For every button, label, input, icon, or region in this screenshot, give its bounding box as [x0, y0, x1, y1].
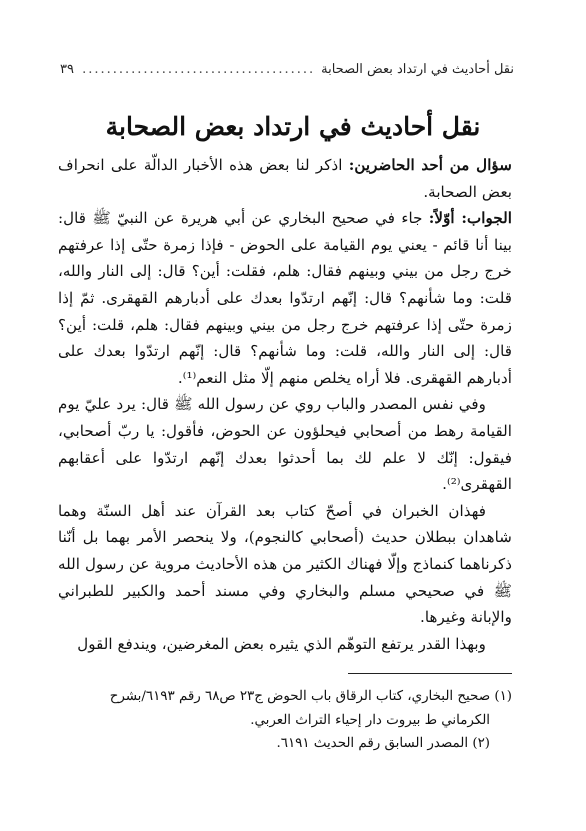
answer-text: جاء في صحيح البخاري عن أبي هريرة عن النبيّ ﷺ قال: بينا أنا قائم - يعني يوم القيامة على الحوض - فإذا زمرة حتّى إذا عرفتهم خرج رجل من بيني وبينهم فقال: هلم، فقلت: أين؟ قال: إلى النار والله، قلت: وما شأنهم؟ قال: إنّهم ارتدّوا بعدك على أدبارهم القهقرى. ثمّ إذا زمرة حتّى إذا عرفتهم خرج رجل من بيني وبينهم فقال: هلم، قلت: أين؟ قال: إلى النار والله، قلت: وما شأنهم؟ قال: إنّهم ارتدّوا بعدك على أدبارهم القهقرى. فلا أراه يخلص منهم إلّا مثل النعم⁽¹⁾.	[58, 209, 512, 387]
page-title: نقل أحاديث في ارتداد بعض الصحابة	[105, 112, 481, 141]
footnotes	[58, 685, 512, 756]
leader-dots	[80, 62, 315, 77]
question-label: سؤال من أحد الحاضرين:	[348, 156, 512, 174]
footnote-divider	[348, 673, 512, 674]
body-text	[58, 152, 512, 657]
footnote: (١) صحيح البخاري، كتاب الرقاق باب الحوض ج٢٣ ص٦٨ رقم ٦١٩٣/بشرح	[109, 689, 512, 704]
body-paragraph: وبهذا القدر يرتفع التوهّم الذي يثيره بعض المغرضين، ويندفع القول	[77, 634, 486, 653]
running-title: نقل أحاديث في ارتداد بعض الصحابة	[321, 62, 514, 77]
question-paragraph	[58, 152, 512, 205]
answer-label: الجواب:	[461, 209, 512, 228]
body-paragraph: فهذان الخبران في أصحّ كتاب بعد القرآن عند أهل السنّة وهما شاهدان ببطلان حديث (أصحابي كالنجوم)، ولا ينحصر الأمر بهما بل أنّنا ذكرناهما كنماذج وإلّا فهناك الكثير من هذه الأحاديث مروية عن رسول الله ﷺ في صحيحي مسلم والبخاري وفي مسند أحمد والكبير للطبراني والإبانة وغيرها.	[58, 501, 512, 627]
first-label: أوّلاً:	[428, 209, 462, 228]
body-paragraph: وفي نفس المصدر والباب روي عن رسول الله ﷺ قال: يرد عليّ يوم القيامة رهط من أصحابي فيحلؤون عن الحوض، فأقول: يا ربّ أصحابي، فيقول: إنّك لا علم لك بما أحدثوا بعدك إنّهم ارتدّوا على أعقابهم القهقرى⁽²⁾.	[58, 395, 512, 494]
footnote: (٢) المصدر السابق رقم الحديث ٦١٩١.	[276, 736, 490, 751]
answer-paragraph	[58, 205, 512, 391]
running-header	[60, 62, 514, 77]
page-number: ٣٩	[60, 62, 74, 77]
question-text: اذكر لنا بعض هذه الأخبار الدالّة على انحراف بعض الصحابة.	[58, 156, 512, 201]
footnote-continuation: الكرماني ط بيروت دار إحياء التراث العربي.	[250, 712, 490, 728]
